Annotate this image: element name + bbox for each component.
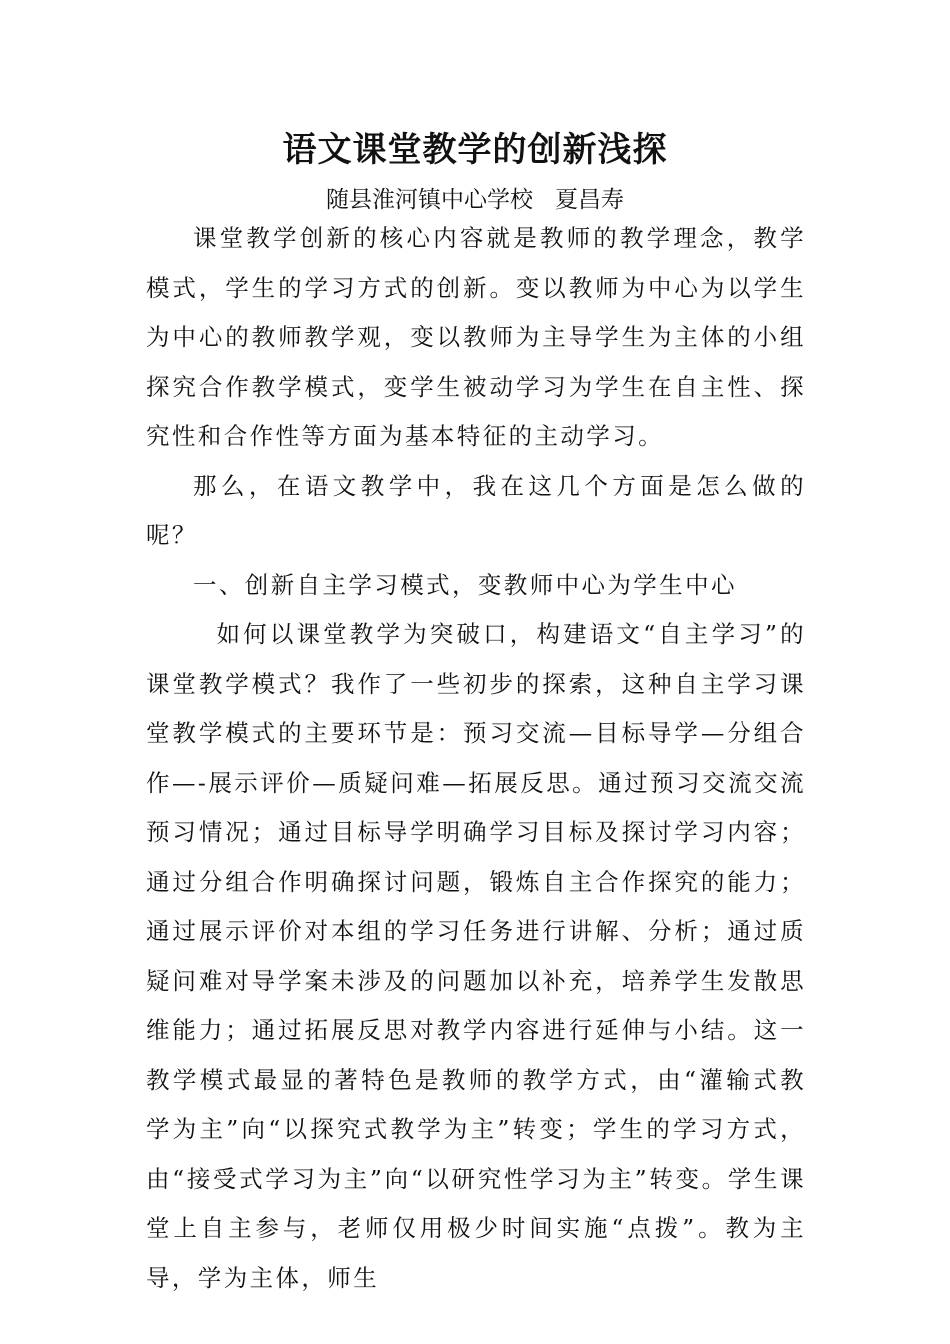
author-byline: 随县淮河镇中心学校 夏昌寿 <box>326 187 624 213</box>
paragraph-intro: 课堂教学创新的核心内容就是教师的教学理念，教学模式，学生的学习方式的创新。变以教师为中心为以学生为中心的教师教学观，变以教师为主导学生为主体的小组探究合作教学模式，变学生被动学习为学生在自主性、探究性和合作性等方面为基本特征的主动学习。 <box>146 224 806 450</box>
section-heading-1: 一、创新自主学习模式，变教师中心为学生中心 <box>193 570 737 599</box>
document-title: 语文课堂教学的创新浅探 <box>282 130 668 170</box>
document-body <box>146 214 806 1303</box>
paragraph-question: 那么，在语文教学中，我在这几个方面是怎么做的呢？ <box>146 471 806 549</box>
paragraph-section-1: 如何以课堂教学为突破口，构建语文“自主学习”的课堂教学模式？我作了一些初步的探索，这种自主学习课堂教学模式的主要环节是：预习交流—目标导学—分组合作—-展示评价—质疑问难—拓展反思。通过预习交流交流预习情况；通过目标导学明确学习目标及探讨学习内容；通过分组合作明确探讨问题，锻炼自主合作探究的能力；通过展示评价对本组的学习任务进行讲解、分析；通过质疑问难对导学案未涉及的问题加以补充，培养学生发散思维能力；通过拓展反思对教学内容进行延伸与小结。这一教学模式最显的著特色是教师的教学方式，由“灌输式教学为主”向“以探究式教学为主”转变；学生的学习方式，由“接受式学习为主”向“以研究性学习为主”转变。学生课堂上自主参与，老师仅用极少时间实施“点拨”。教为主导，学为主体，师生 <box>146 620 806 1292</box>
